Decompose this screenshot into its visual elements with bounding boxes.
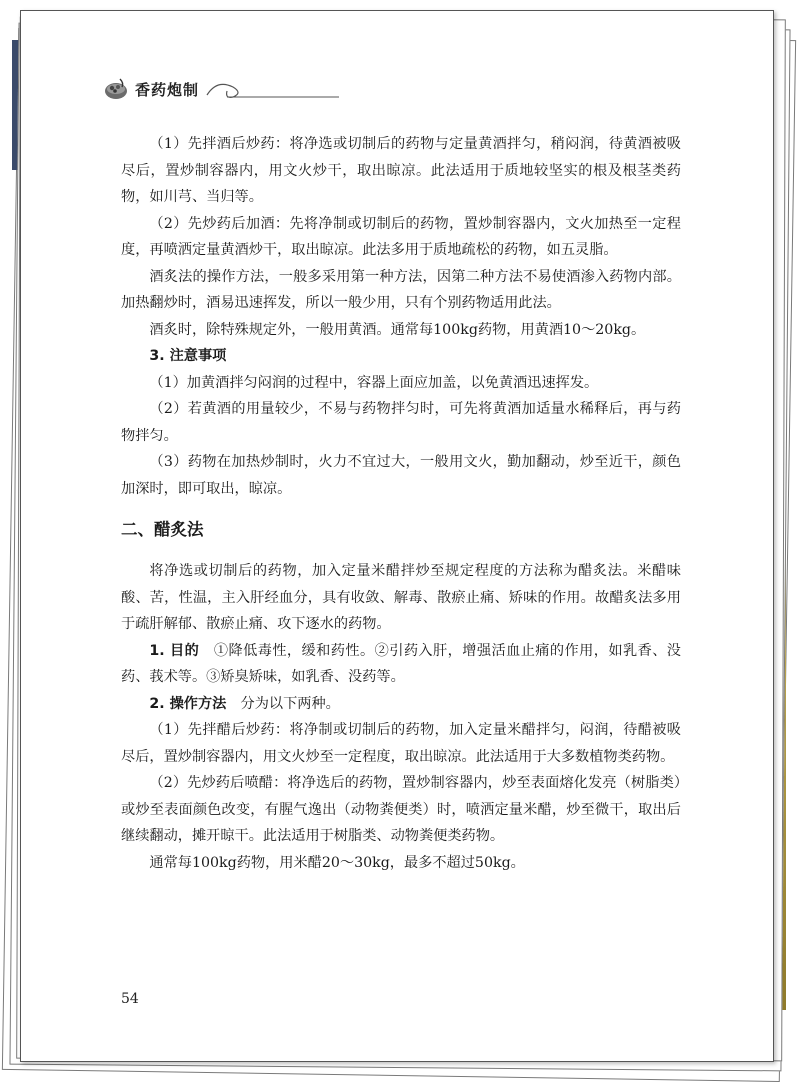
paragraph: （2）若黄酒的用量较少，不易与药物拌匀时，可先将黄酒加适量水稀释后，再与药物拌匀。	[121, 401, 681, 444]
running-header	[103, 69, 343, 105]
paragraph: 将净选或切制后的药物，加入定量米醋拌炒至规定程度的方法称为醋炙法。米醋味酸、苦，性温，主入肝经血分，具有收敛、解毒、散瘀止痛、矫味的作用。故醋炙法多用于疏肝解郁、散瘀止痛、攻下逐水的药物。	[121, 563, 681, 632]
decorative-swirl-icon	[203, 73, 343, 103]
notes-heading: 3. 注意事项	[149, 348, 227, 364]
header-title: 香药炮制	[135, 81, 200, 99]
method-label: 2. 操作方法	[149, 695, 227, 712]
section-title: 二、醋炙法	[121, 520, 204, 539]
method-spacer	[226, 696, 240, 712]
paragraph: （2）先炒药后加酒：先将净制或切制后的药物，置炒制容器内，文火加热至一定程度，再喷洒定量黄酒炒干，取出晾凉。此法多用于质地疏松的药物，如五灵脂。	[121, 215, 681, 258]
paragraph: （1）先拌醋后炒药：将净制或切制后的药物，加入定量米醋拌匀，闷润，待醋被吸尽后，置炒制容器内，用文火炒至一定程度，取出晾凉。此法适用于大多数植物类药物。	[121, 722, 681, 765]
paragraph: 通常每100kg药物，用米醋20～30kg，最多不超过50kg。	[149, 854, 525, 871]
method-paragraph	[121, 691, 681, 718]
paragraph: 酒炙时，除特殊规定外，一般用黄酒。通常每100kg药物，用黄酒10～20kg。	[149, 321, 646, 338]
paragraph: （2）先炒药后喷醋：将净选后的药物，置炒制容器内，炒至表面熔化发亮（树脂类）或炒至表面颜色改变，有腥气逸出（动物粪便类）时，喷洒定量米醋，炒至微干，取出后继续翻动，摊开晾干。此法适用于树脂类、动物粪便类药物。	[121, 775, 681, 844]
purpose-label: 1. 目的	[149, 642, 200, 659]
book-page	[20, 10, 774, 1062]
herb-logo-icon	[103, 75, 129, 101]
paragraph: （1）先拌酒后炒药：将净选或切制后的药物与定量黄酒拌匀，稍闷润，待黄酒被吸尽后，置炒制容器内，用文火炒干，取出晾凉。此法适用于质地较坚实的根及根茎类药物，如川芎、当归等。	[121, 136, 681, 205]
paragraph: 酒炙法的操作方法，一般多采用第一种方法，因第二种方法不易使酒渗入药物内部。加热翻炒时，酒易迅速挥发，所以一般少用，只有个别药物适用此法。	[121, 268, 681, 311]
paragraph: （3）药物在加热炒制时，火力不宜过大，一般用文火，勤加翻动，炒至近干，颜色加深时，即可取出，晾凉。	[121, 454, 681, 497]
purpose-spacer	[199, 643, 214, 659]
purpose-paragraph	[121, 638, 681, 691]
page-number: 54	[121, 991, 139, 1007]
method-text: 分为以下两种。	[240, 695, 340, 712]
purpose-text: ①降低毒性，缓和药性。②引药入肝，增强活血止痛的作用，如乳香、没药、莪术等。③矫臭矫味，如乳香、没药等。	[121, 642, 681, 685]
body-text	[121, 131, 681, 876]
paragraph: （1）加黄酒拌匀闷润的过程中，容器上面应加盖，以免黄酒迅速挥发。	[149, 374, 599, 391]
